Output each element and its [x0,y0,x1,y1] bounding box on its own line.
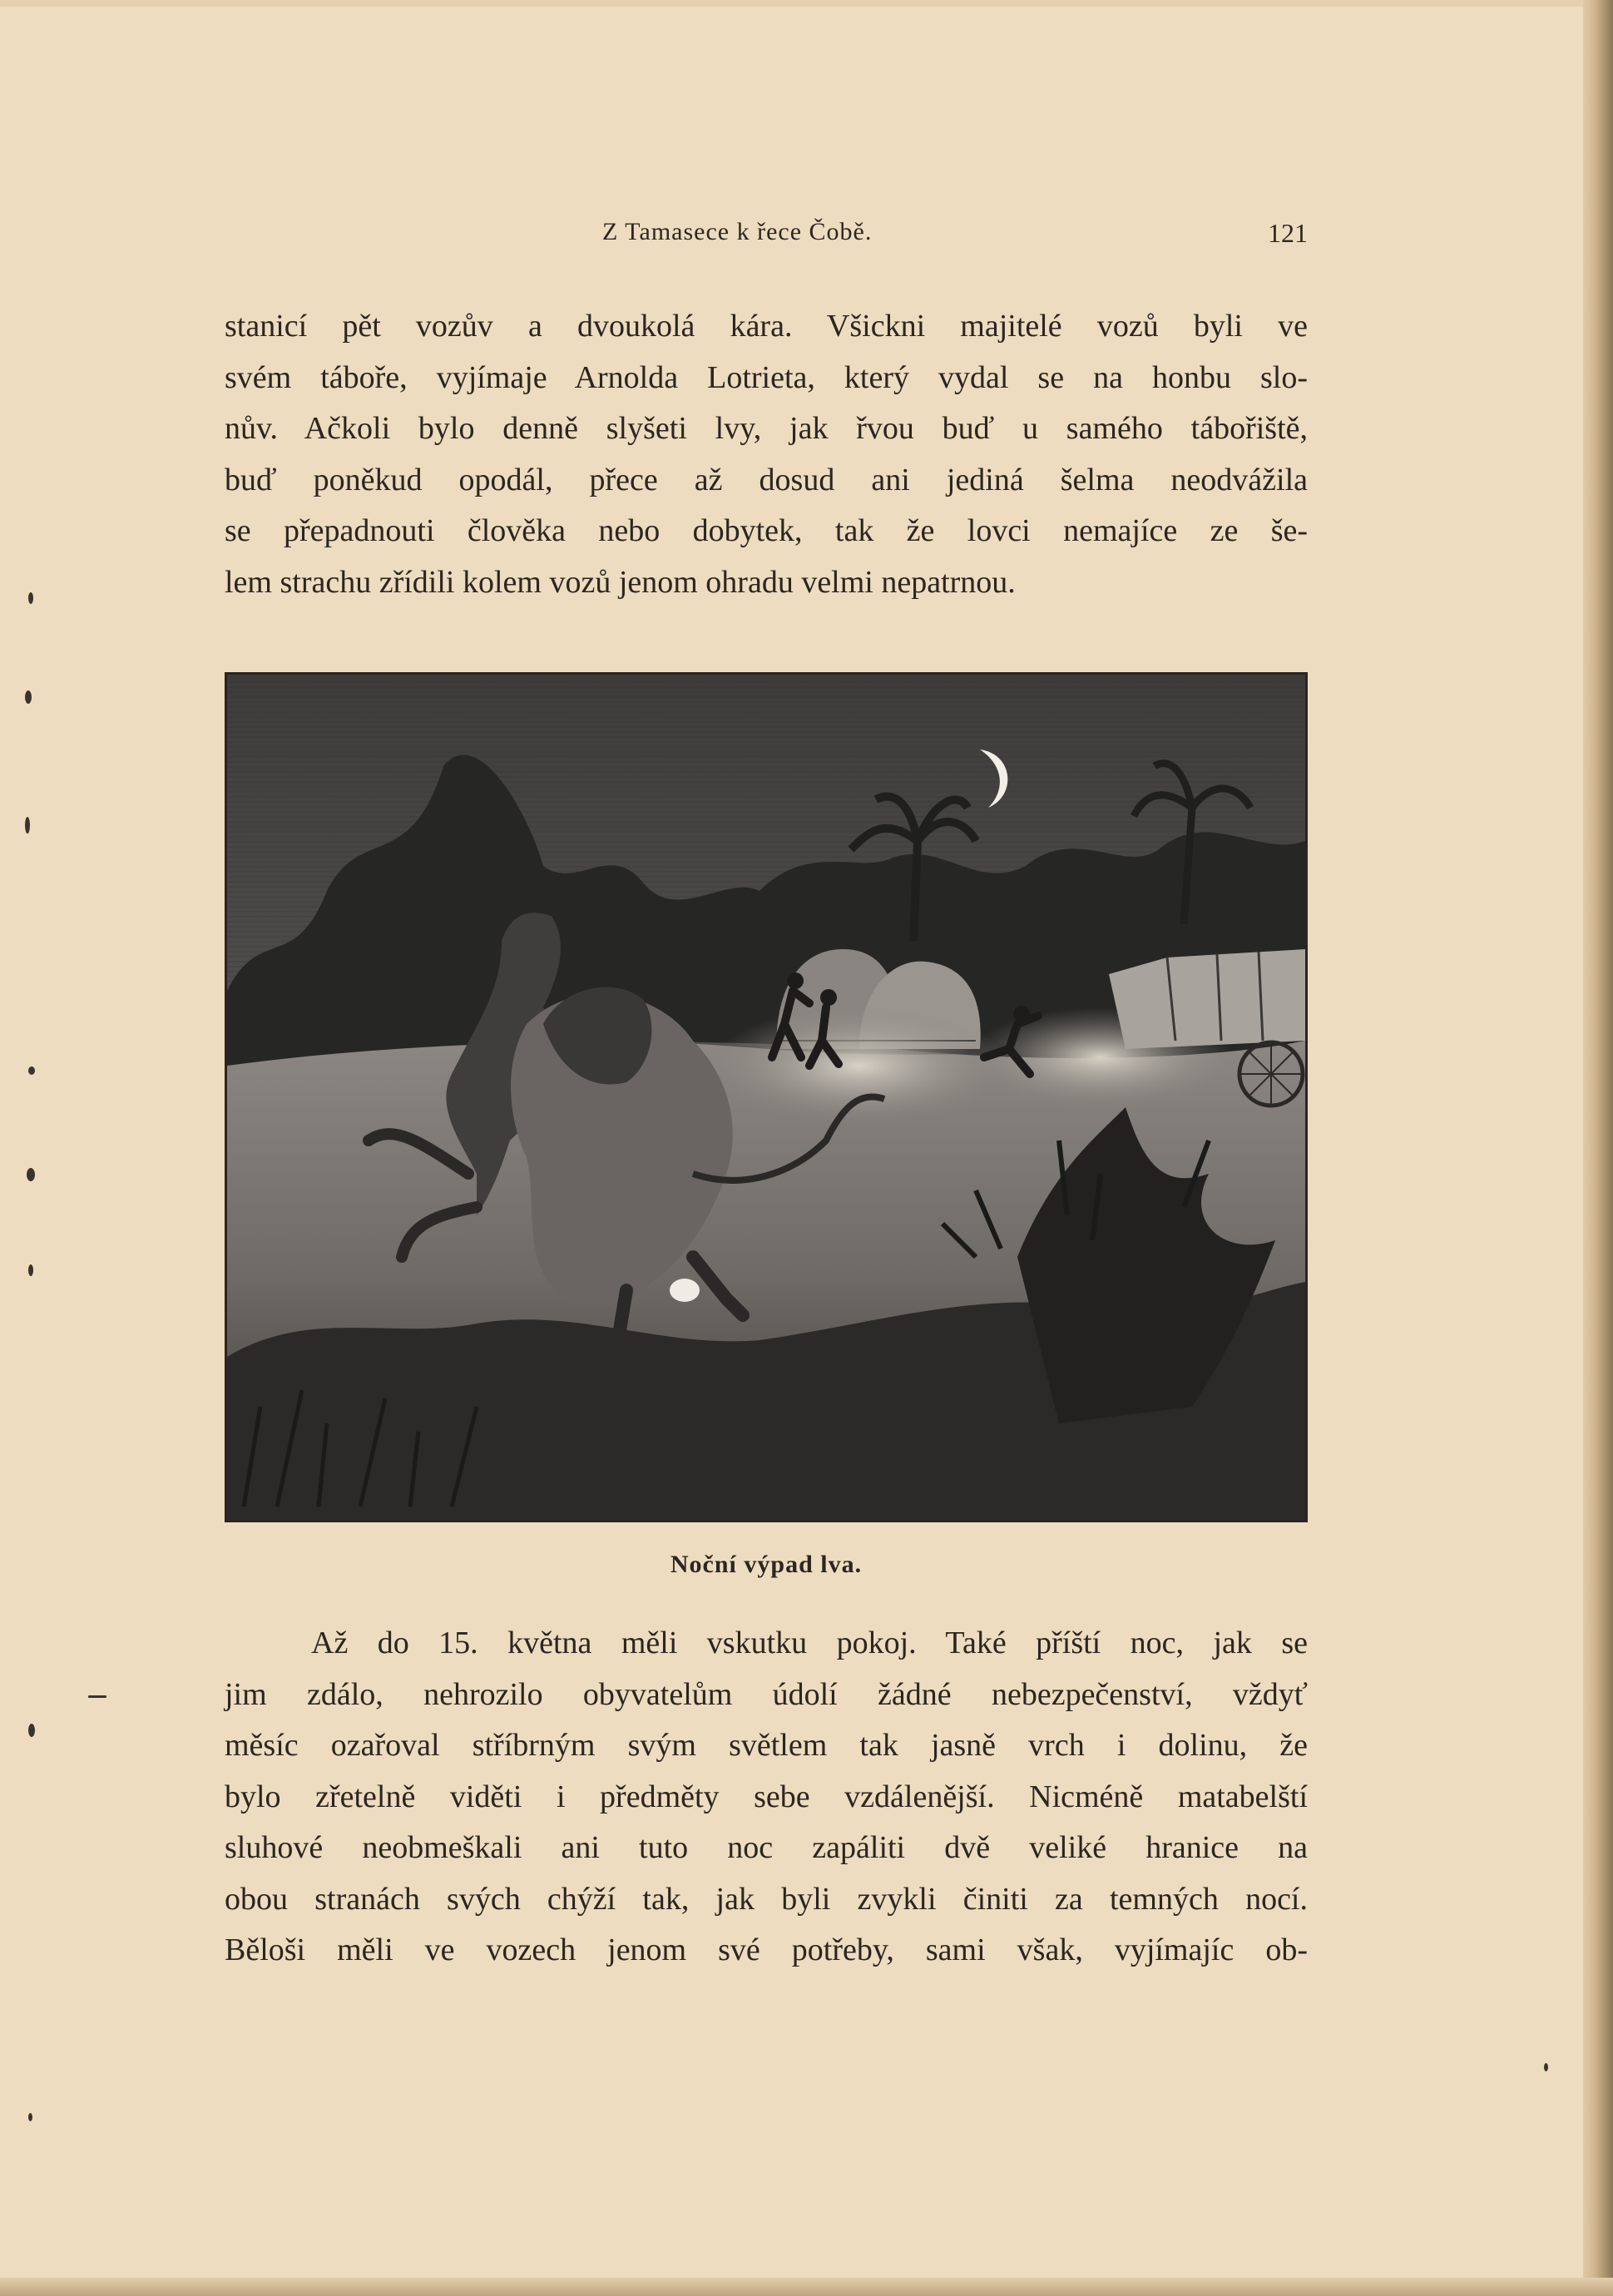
margin-speck [1544,2063,1548,2071]
text-line: buď poněkud opodál, přece až dosud ani jediná šelma neodvážila [225,462,1308,497]
text-line: nův. Ačkoli bylo denně slyšeti lvy, jak řvou buď u samého tábořiště, [225,411,1308,446]
illustration-caption: Noční výpad lva. [670,1551,863,1578]
margin-speck [28,592,33,604]
page-right-edge [1583,0,1613,2296]
margin-speck [28,1066,35,1075]
engraving-illustration [225,672,1308,1522]
page-bottom-edge [0,2278,1613,2296]
text-line: sluhové neobmeškali ani tuto noc zapáliti dvě veliké hranice na [225,1830,1308,1865]
paragraph-bottom [225,1618,1308,1977]
text-line: obou stranách svých chýží tak, jak byli zvykli činiti za temných nocí. [225,1881,1308,1917]
page-number: 121 [1268,218,1308,248]
margin-speck [28,2113,32,2121]
running-title: Z Tamasece k řece Čobě. [602,218,873,245]
margin-speck [25,690,32,704]
page-top-edge [0,0,1613,7]
text-line: jim zdálo, nehrozilo obyvatelům údolí žádné nebezpečenství, vždyť [225,1676,1308,1712]
night-lion-scene [227,675,1305,1520]
margin-speck [28,1264,33,1276]
text-line: Až do 15. května měli vskutku pokoj. Také příští noc, jak se [311,1626,1308,1660]
margin-speck [28,1724,35,1737]
text-line: bylo zřetelně viděti i předměty sebe vzdálenější. Nicméně matabelští [225,1779,1308,1814]
text-line: se přepadnouti člověka nebo dobytek, tak že lovci nemajíce ze še- [225,513,1308,548]
text-line: měsíc ozařoval stříbrným svým světlem tak jasně vrch i dolinu, že [225,1728,1308,1763]
text-line: Běloši měli ve vozech jenom své potřeby, sami však, vyjímajíc ob- [225,1932,1308,1967]
paragraph-top [225,301,1308,608]
campfire-glow [710,1007,1009,1124]
margin-speck [25,817,30,834]
margin-speck [88,1695,106,1698]
running-header [226,218,1308,260]
text-line: lem strachu zřídili kolem vozů jenom ohradu velmi nepatrnou. [225,564,1016,600]
margin-speck [27,1168,35,1181]
text-line: svém táboře, vyjímaje Arnolda Lotrieta, který vydal se na honbu slo- [225,359,1308,395]
text-line: stanicí pět vozův a dvoukolá kára. Všickni majitelé vozů byli ve [225,309,1308,344]
